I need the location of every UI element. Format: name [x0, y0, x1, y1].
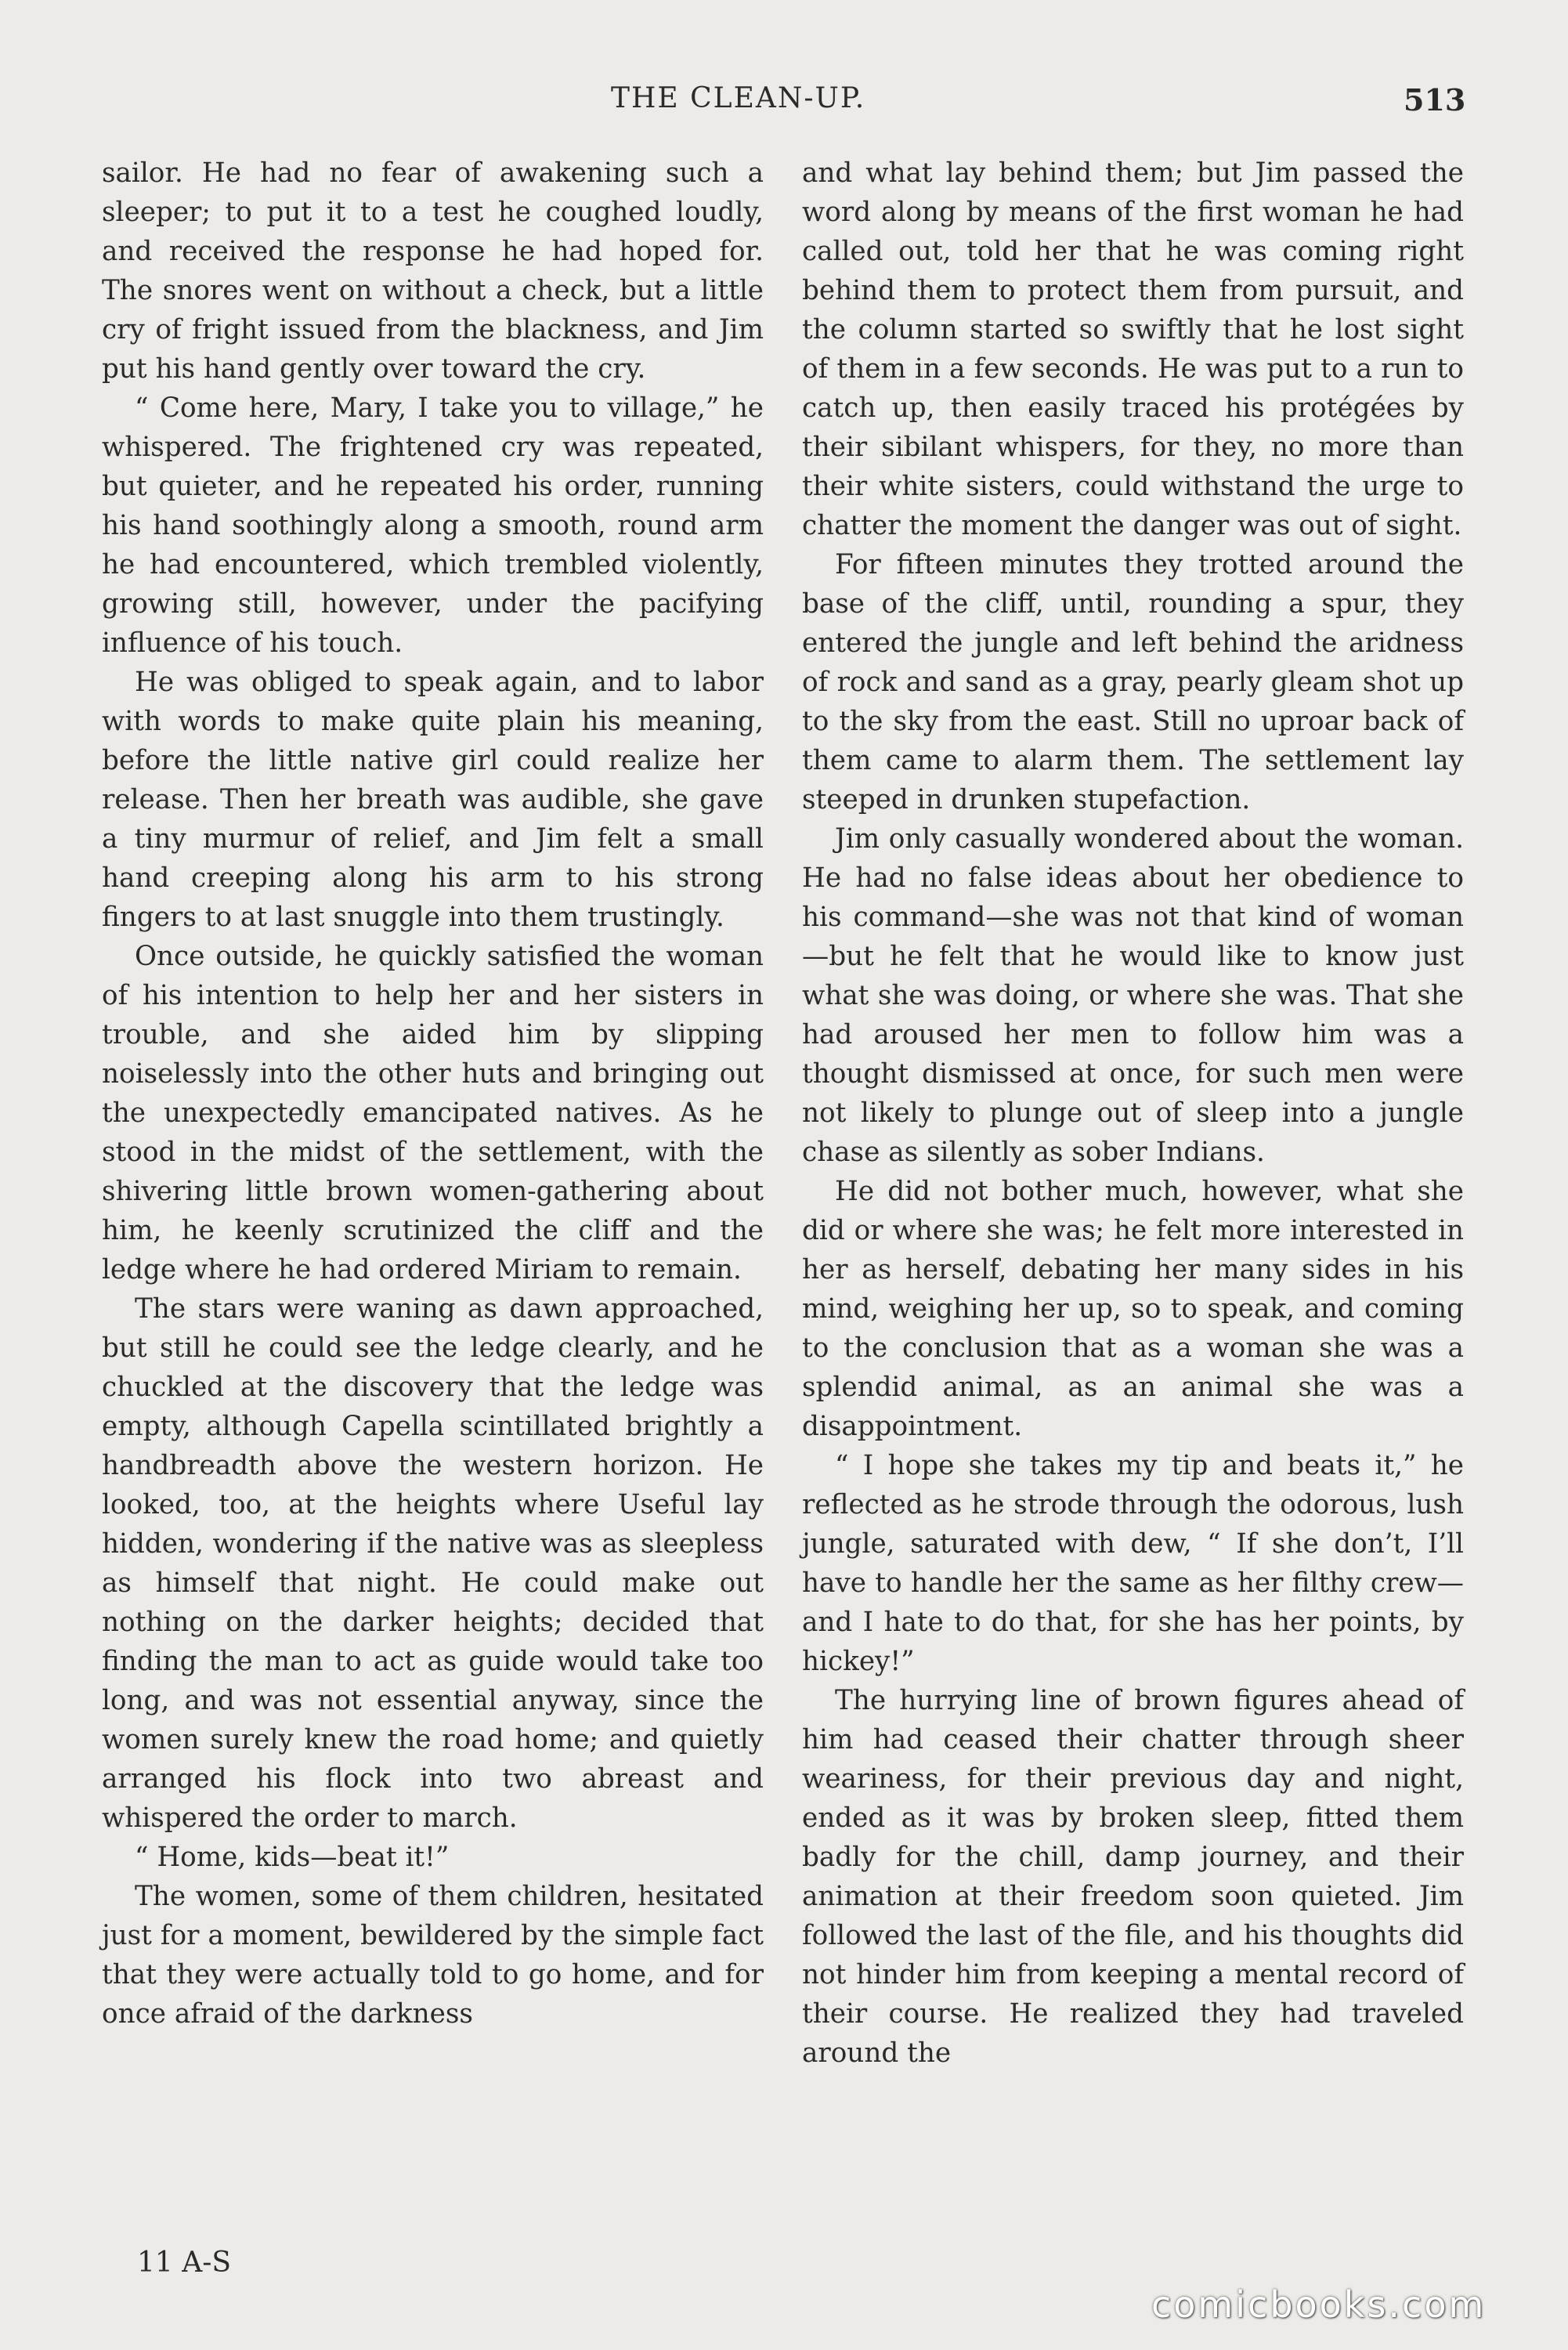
paragraph: “ Home, kids—beat it!”	[135, 1842, 450, 1873]
paragraph: “ I hope she takes my tip and beats it,” he reflected as he strode through the odorous, lush jungle, saturated with dew, “ If she don’t, I’ll have to handle her the same as her filthy crew—and I hate to do that, for she has her points, by hickey!”	[802, 1450, 1464, 1677]
paragraph: The hurrying line of brown figures ahead of him had ceased their chatter through sheer weariness, for their previous day and night, ended as it was by broken sleep, fitted them badly for the chill, damp journey, and their animation at their freedom soon quieted. Jim followed the last of the file, and his thoughts did not hinder him from keeping a mental record of their course. He realized they had traveled around the	[802, 1685, 1464, 2069]
paragraph: The stars were waning as dawn approached, but still he could see the ledge clearly, and he chuckled at the discovery that the ledge was empty, although Capella scintillated brightly a handbreadth above the western horizon. He looked, too, at the heights where Useful lay hidden, wondering if the native was as sleepless as himself that night. He could make out nothing on the darker heights; decided that finding the man to act as guide would take too long, and was not essential anyway, since the women surely knew the road home; and quietly arranged his flock into two abreast and whispered the order to march.	[102, 1293, 764, 1834]
paragraph: He did not bother much, however, what she did or where she was; he felt more interested in her as herself, debating her many sides in his mind, weighing her up, so to speak, and coming to the conclusion that as a woman she was a splendid animal, as an animal she was a disappointment.	[802, 1176, 1464, 1442]
watermark: comicbooks.com	[1151, 2283, 1487, 2326]
signature-mark: 11 A-S	[137, 2247, 232, 2279]
paragraph: He was obliged to speak again, and to labor with words to make quite plain his meaning, before the little native girl could realize her release. Then her breath was audible, she gave a tiny murmur of relief, and Jim felt a small hand creeping along his arm to his strong fingers to at last snuggle into them trustingly.	[102, 667, 764, 933]
left-column	[102, 154, 764, 2034]
paragraph: “ Come here, Mary, I take you to village,” he whispered. The frightened cry was repeated, but quieter, and he repeated his order, running his hand soothingly along a smooth, round arm he had encountered, which trembled violently, growing still, however, under the pacifying influence of his touch.	[102, 392, 764, 659]
paragraph: sailor. He had no fear of awakening such a sleeper; to put it to a test he coughed loudly, and received the response he had hoped for. The snores went on without a check, but a little cry of fright issued from the blackness, and Jim put his hand gently over toward the cry.	[102, 157, 764, 385]
paragraph: and what lay behind them; but Jim passed the word along by means of the first woman he had called out, told her that he was coming right behind them to protect them from pursuit, and the column started so swiftly that he lost sight of them in a few seconds. He was put to a run to catch up, then easily traced his protégées by their sibilant whispers, for they, no more than their white sisters, could withstand the urge to chatter the moment the danger was out of sight.	[802, 157, 1464, 541]
page-header	[0, 82, 1568, 129]
paragraph: Jim only casually wondered about the woman. He had no false ideas about her obedience to his command—she was not that kind of woman—but he felt that he would like to know just what she was doing, or where she was. That she had aroused her men to follow him was a thought dismissed at once, for such men were not likely to plunge out of sleep into a jungle chase as silently as sober Indians.	[802, 823, 1464, 1168]
paragraph: For fifteen minutes they trotted around the base of the cliff, until, rounding a spur, they entered the jungle and left behind the aridness of rock and sand as a gray, pearly gleam shot up to the sky from the east. Still no uproar back of them came to alarm them. The settlement lay steeped in drunken stupefaction.	[802, 549, 1464, 815]
paragraph: The women, some of them children, hesitated just for a moment, bewildered by the simple fact that they were actually told to go home, and for once afraid of the darkness	[102, 1881, 764, 2030]
page-number: 513	[1404, 82, 1466, 118]
running-title: THE CLEAN-UP.	[611, 82, 866, 114]
paragraph: Once outside, he quickly satisfied the woman of his intention to help her and her sisters in trouble, and she aided him by slipping noiselessly into the other huts and bringing out the unexpectedly emancipated natives. As he stood in the midst of the settlement, with the shivering little brown women-gathering about him, he keenly scrutinized the cliff and the ledge where he had ordered Miriam to remain.	[102, 941, 764, 1285]
right-column	[802, 154, 1464, 2073]
